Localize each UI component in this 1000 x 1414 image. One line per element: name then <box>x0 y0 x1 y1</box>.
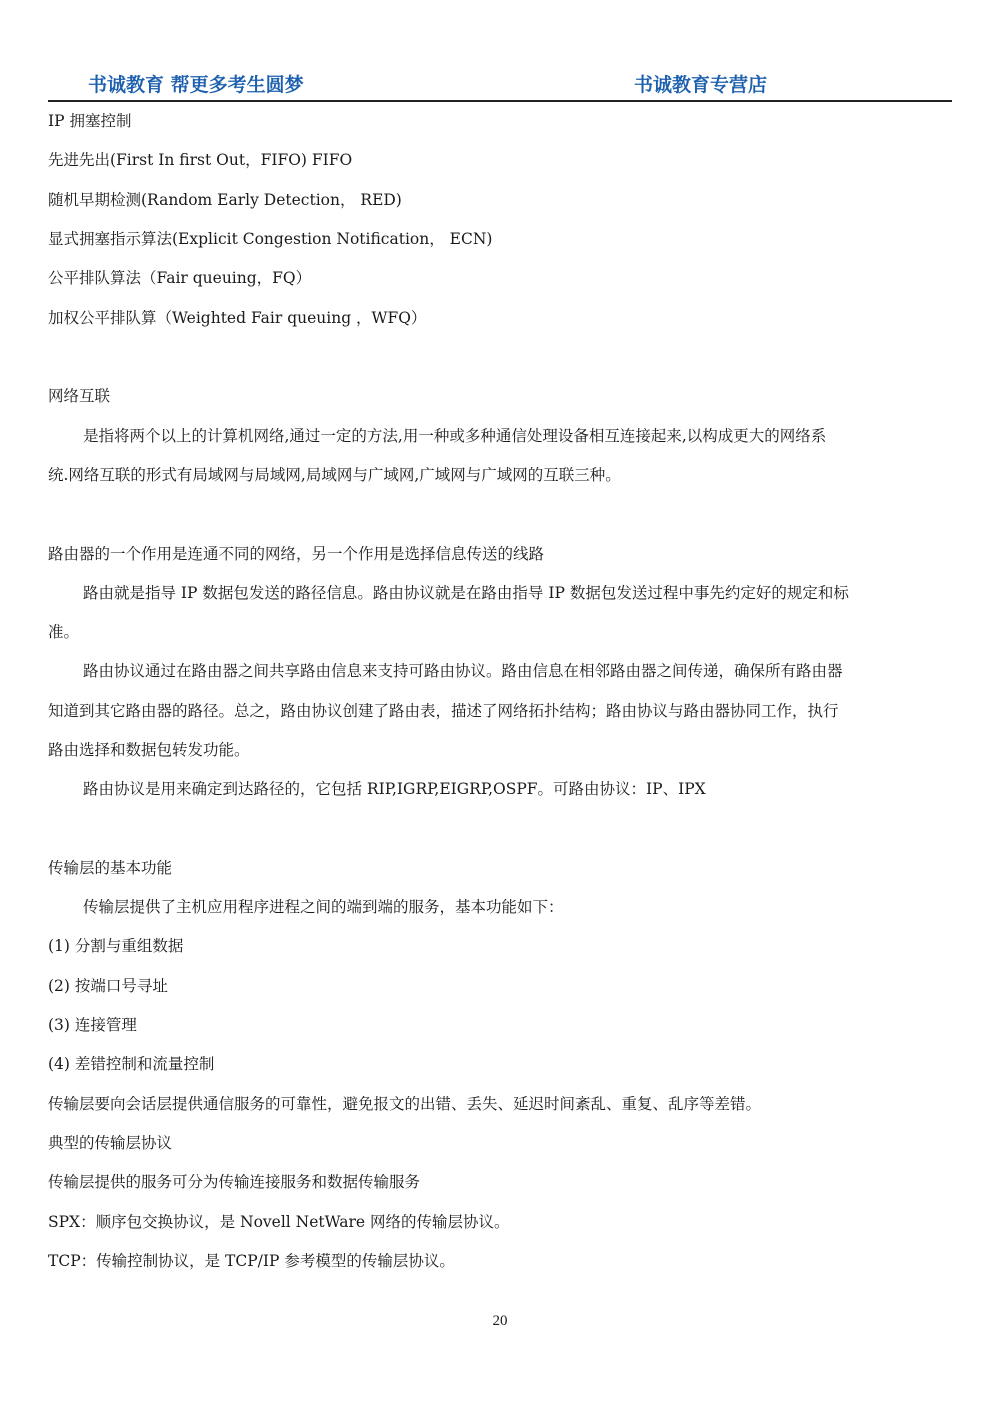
paragraph-line: 传输层提供的服务可分为传输连接服务和数据传输服务 <box>48 1173 421 1191</box>
paragraph-line: 准。 <box>48 623 80 641</box>
heading-internetworking: 网络互联 <box>48 387 111 405</box>
paragraph-line: 统.网络互联的形式有局域网与局域网,局域网与广域网,广域网与广域网的互联三种。 <box>48 466 621 484</box>
list-item: 随机早期检测(Random Early Detection， RED) <box>48 191 402 209</box>
list-item: 加权公平排队算（Weighted Fair queuing ，WFQ） <box>48 309 427 327</box>
list-item: (4) 差错控制和流量控制 <box>48 1055 215 1073</box>
paragraph-line: 路由协议通过在路由器之间共享路由信息来支持可路由协议。路由信息在相邻路由器之间传递，确保所有路由器 <box>83 662 843 680</box>
paragraph-line: SPX：顺序包交换协议，是 Novell NetWare 网络的传输层协议。 <box>48 1213 510 1231</box>
paragraph-line: 路由选择和数据包转发功能。 <box>48 741 250 759</box>
paragraph-line: 是指将两个以上的计算机网络,通过一定的方法,用一种或多种通信处理设备相互连接起来,以构成更大的网络系 <box>83 427 827 445</box>
header-right-title: 书诚教育专营店 <box>634 74 768 96</box>
heading-typical-protocols: 典型的传输层协议 <box>48 1134 173 1152</box>
list-item: (3) 连接管理 <box>48 1016 137 1034</box>
header-left-title: 书诚教育 帮更多考生圆梦 <box>88 74 304 96</box>
heading-transport-layer: 传输层的基本功能 <box>48 859 173 877</box>
list-item: (2) 按端口号寻址 <box>48 977 168 995</box>
list-item: 先进先出(First In first Out，FIFO) FIFO <box>48 151 353 169</box>
paragraph-line: 路由就是指导 IP 数据包发送的路径信息。路由协议就是在路由指导 IP 数据包发送过程中事先约定好的规定和标 <box>83 584 849 602</box>
list-item: (1) 分割与重组数据 <box>48 937 184 955</box>
page-number: 20 <box>492 1313 508 1329</box>
heading-ip-congestion: IP 拥塞控制 <box>48 112 132 130</box>
paragraph-line: 知道到其它路由器的路径。总之，路由协议创建了路由表，描述了网络拓扑结构；路由协议与路由器协同工作，执行 <box>48 702 839 720</box>
heading-router: 路由器的一个作用是连通不同的网络，另一个作用是选择信息传送的线路 <box>48 545 545 563</box>
page-header <box>48 72 952 102</box>
paragraph-line: 路由协议是用来确定到达路径的，它包括 RIP,IGRP,EIGRP,OSPF。可路由协议：IP、IPX <box>83 780 706 798</box>
list-item: 公平排队算法（Fair queuing，FQ） <box>48 269 312 287</box>
list-item: 显式拥塞指示算法(Explicit Congestion Notification， ECN) <box>48 230 493 248</box>
paragraph-line: 传输层提供了主机应用程序进程之间的端到端的服务，基本功能如下： <box>83 898 564 916</box>
paragraph-line: TCP：传输控制协议，是 TCP/IP 参考模型的传输层协议。 <box>48 1252 455 1270</box>
paragraph-line: 传输层要向会话层提供通信服务的可靠性，避免报文的出错、丢失、延迟时间紊乱、重复、乱序等差错。 <box>48 1095 762 1113</box>
